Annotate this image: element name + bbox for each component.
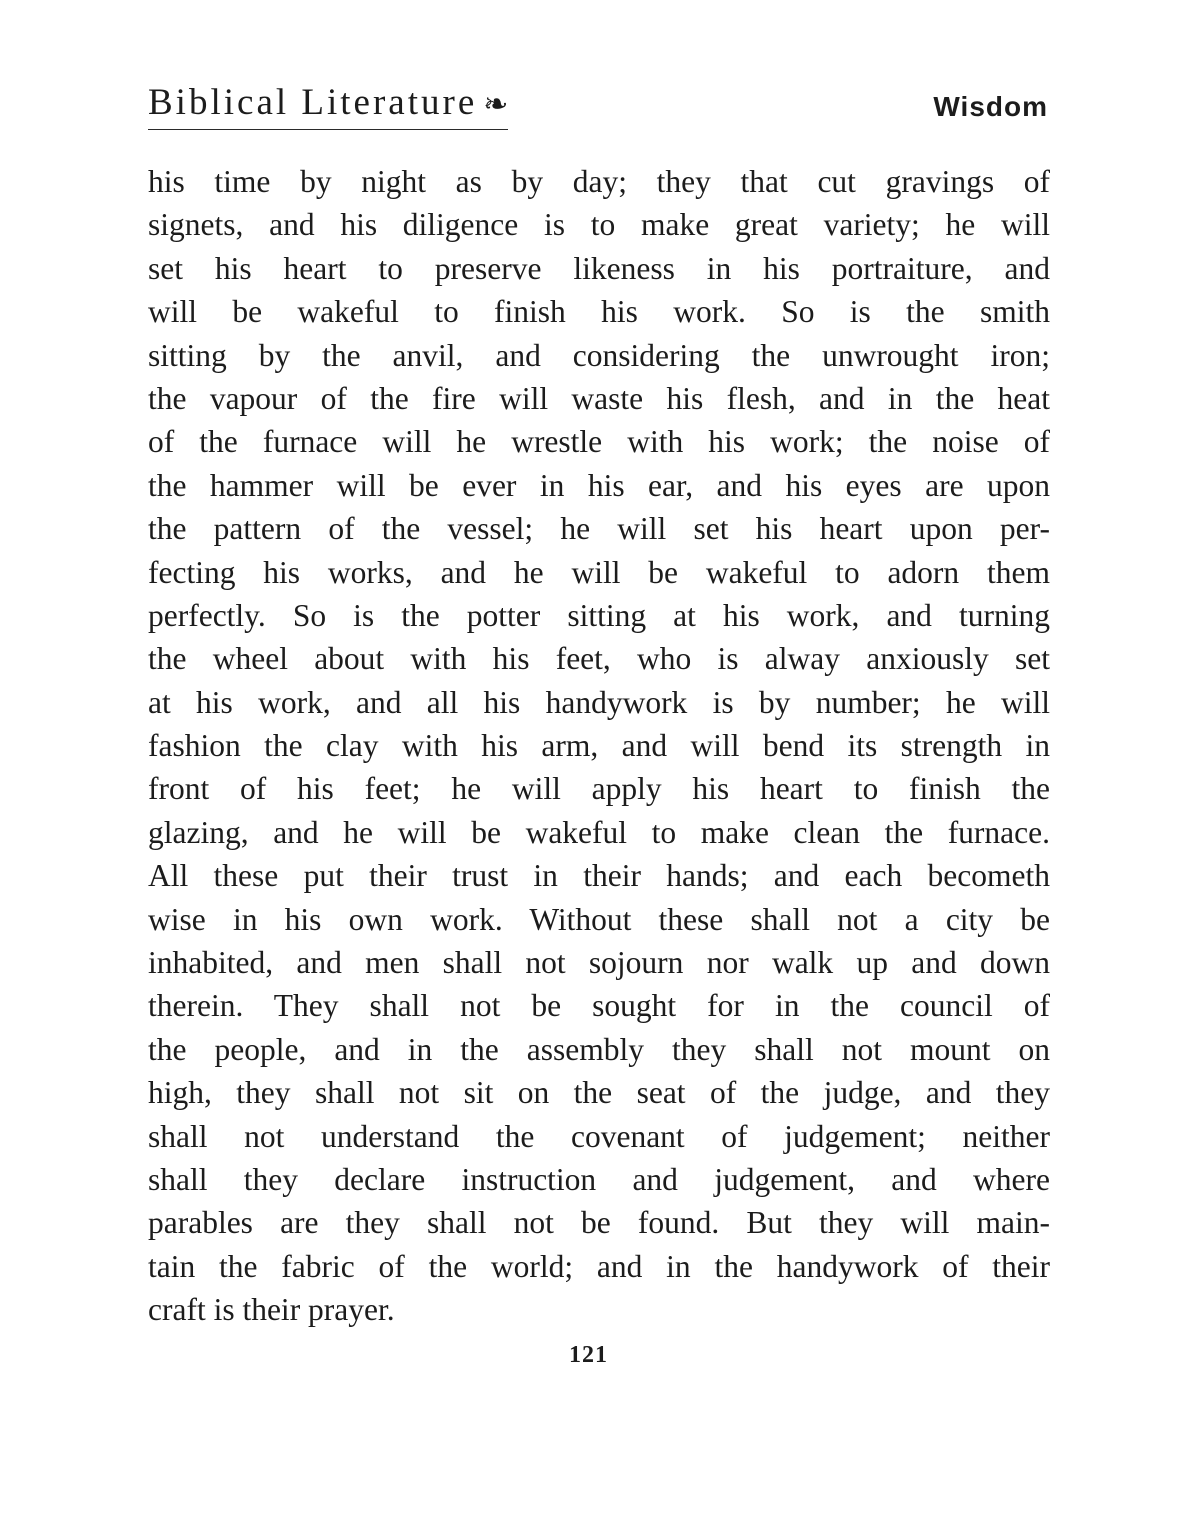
text-line: front of his feet; he will apply his heart to finish the xyxy=(148,771,1050,807)
text-line: All these put their trust in their hands; and each becometh xyxy=(148,858,1050,894)
running-head-section: Wisdom xyxy=(933,91,1048,122)
running-head-title-block xyxy=(148,82,508,130)
text-line: sitting by the anvil, and considering the unwrought iron; xyxy=(148,337,1050,373)
text-line: fecting his works, and he will be wakeful to adorn them xyxy=(148,554,1050,590)
text-line: fashion the clay with his arm, and will bend its strength in xyxy=(148,728,1050,764)
body-text xyxy=(148,160,1050,1332)
text-line: the pattern of the vessel; he will set his heart upon per- xyxy=(148,511,1050,547)
fleuron-icon: ❧ xyxy=(483,88,509,121)
text-line: shall they declare instruction and judgement, and where xyxy=(148,1161,1050,1197)
running-head-title: Biblical Literature xyxy=(148,82,478,123)
text-line: of the furnace will he wrestle with his work; the noise of xyxy=(148,424,1050,460)
text-line: the people, and in the assembly they shall not mount on xyxy=(148,1031,1050,1067)
text-line: signets, and his diligence is to make great variety; he will xyxy=(148,207,1050,243)
text-line: the wheel about with his feet, who is alway anxiously set xyxy=(148,641,1050,677)
text-line: shall not understand the covenant of judgement; neither xyxy=(148,1118,1050,1154)
text-line: high, they shall not sit on the seat of the judge, and they xyxy=(148,1075,1050,1111)
text-line: will be wakeful to finish his work. So is the smith xyxy=(148,294,1050,330)
text-line: glazing, and he will be wakeful to make clean the furnace. xyxy=(148,814,1050,850)
page-number: 121 xyxy=(569,1342,608,1368)
text-line: wise in his own work. Without these shall not a city be xyxy=(148,901,1050,937)
text-line: parables are they shall not be found. But they will main- xyxy=(148,1205,1050,1241)
text-line: set his heart to preserve likeness in his portraiture, and xyxy=(148,250,1050,286)
running-head xyxy=(148,82,1048,132)
text-line: at his work, and all his handywork is by number; he will xyxy=(148,684,1050,720)
text-line: the hammer will be ever in his ear, and his eyes are upon xyxy=(148,467,1050,503)
text-line: inhabited, and men shall not sojourn nor walk up and down xyxy=(148,945,1050,981)
text-line: perfectly. So is the potter sitting at his work, and turning xyxy=(148,597,1050,633)
text-line-last: craft is their prayer. xyxy=(148,1292,395,1328)
text-line: therein. They shall not be sought for in the council of xyxy=(148,988,1050,1024)
text-line: tain the fabric of the world; and in the handywork of their xyxy=(148,1248,1050,1284)
text-line: his time by night as by day; they that cut gravings of xyxy=(148,164,1050,199)
text-line: the vapour of the fire will waste his flesh, and in the heat xyxy=(148,380,1050,416)
